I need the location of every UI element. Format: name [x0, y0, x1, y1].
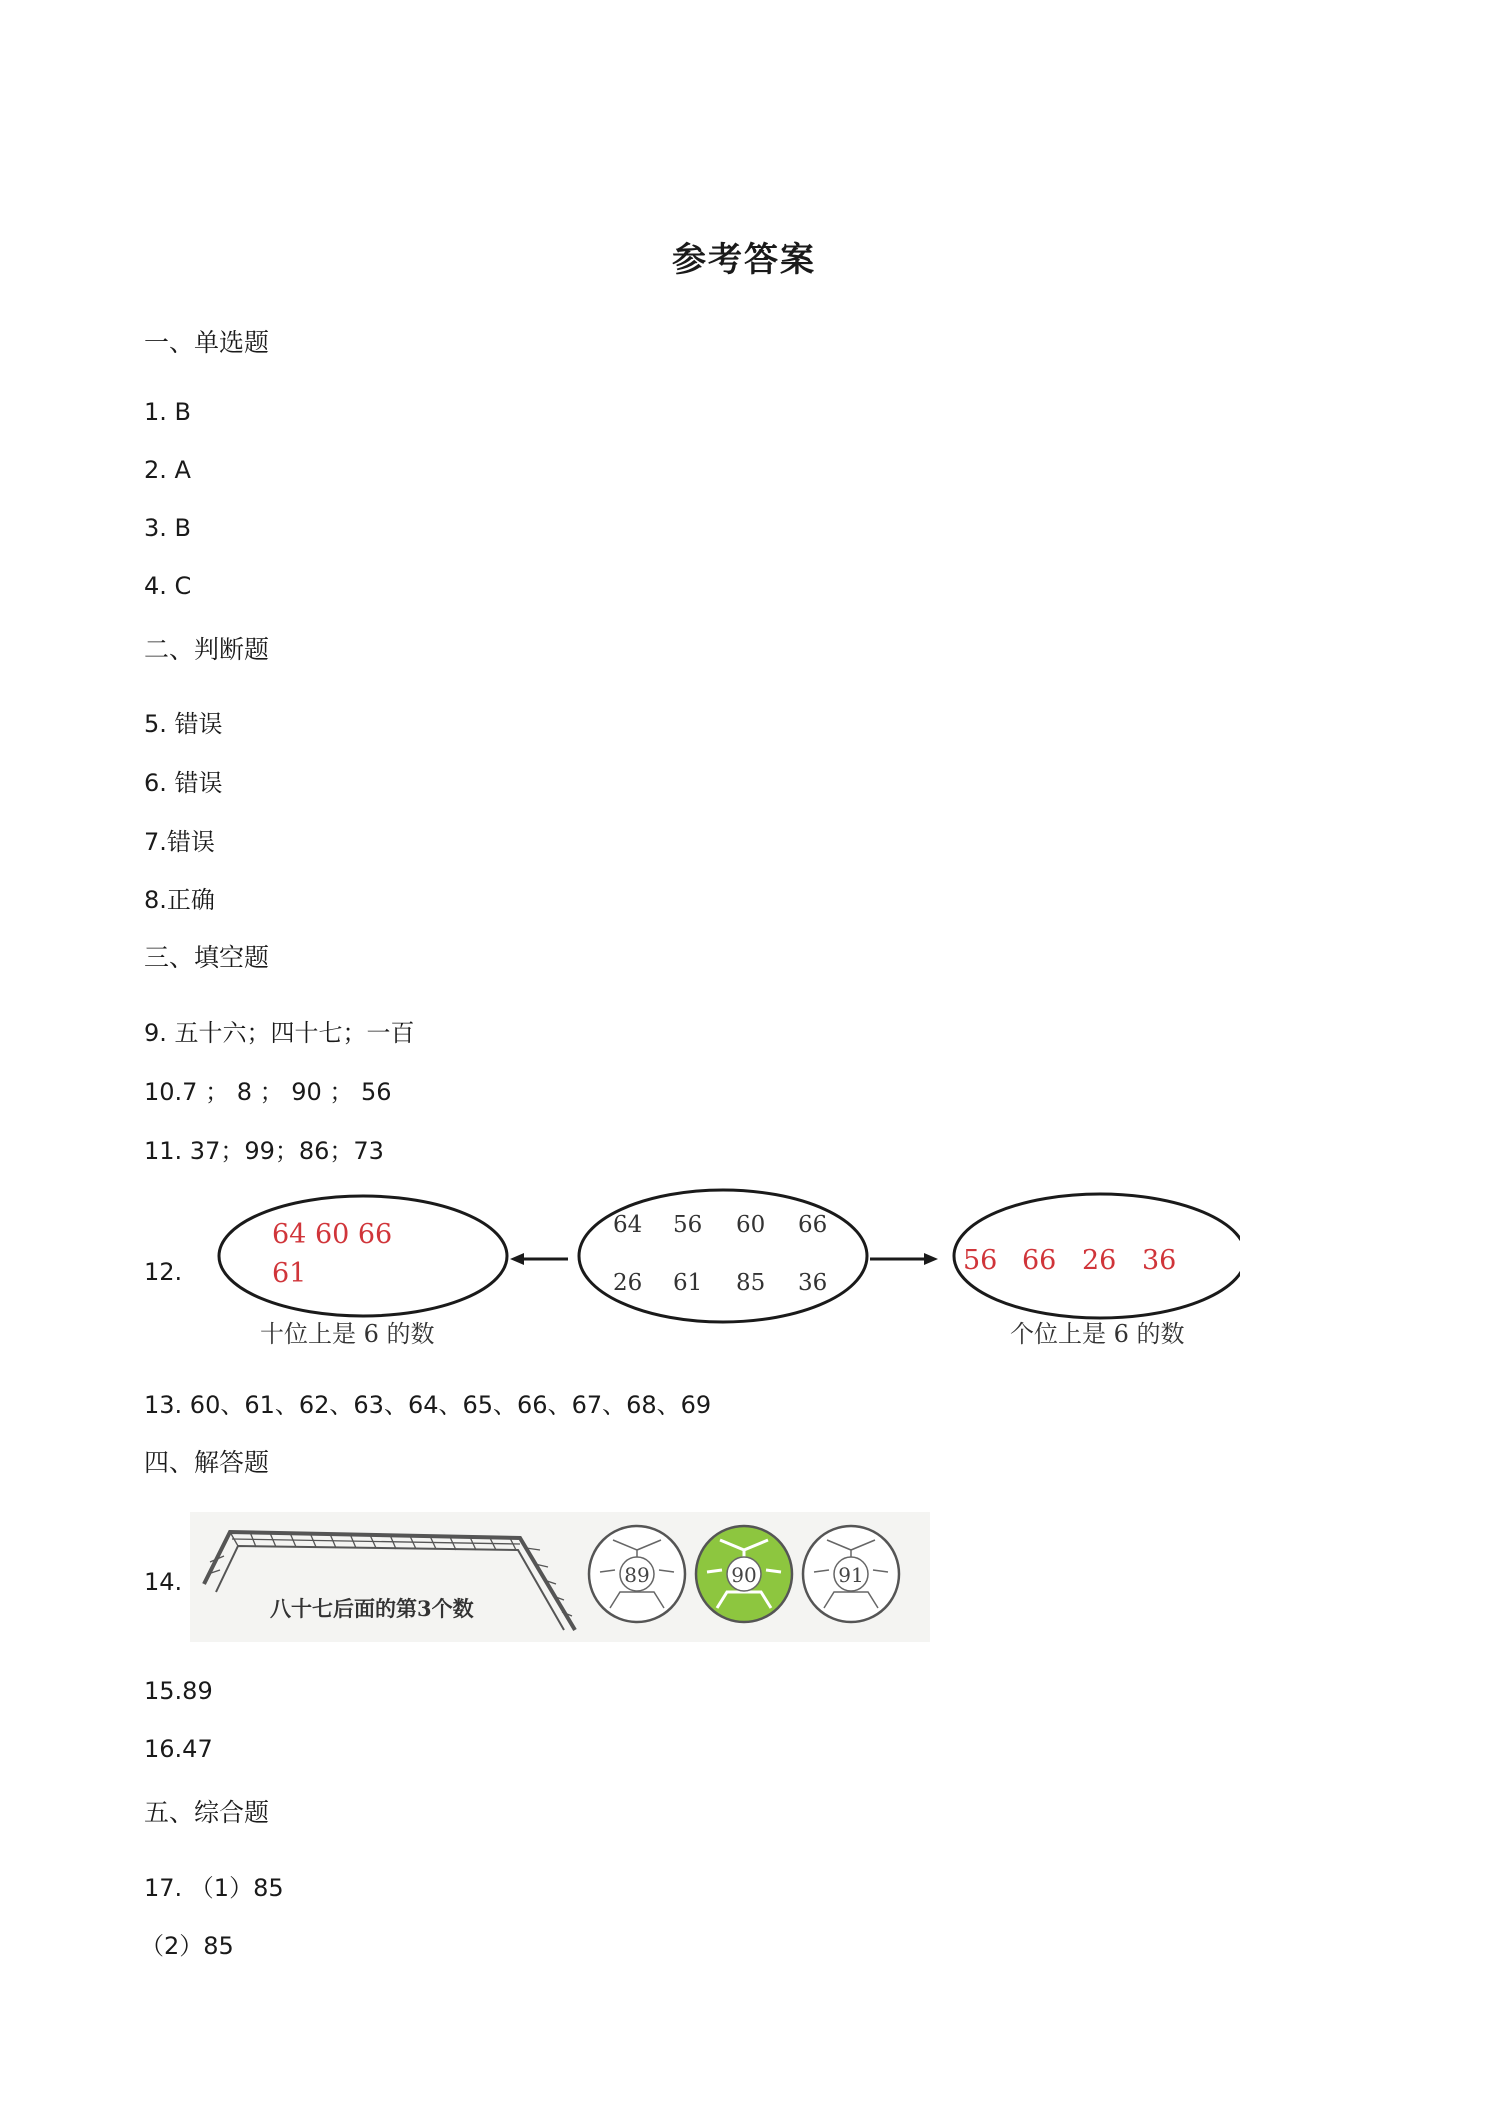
center-number: 64	[613, 1212, 643, 1238]
center-number: 36	[798, 1270, 828, 1296]
answer-6: 6. 错误	[144, 769, 223, 797]
right-answer-number: 66	[1022, 1245, 1057, 1276]
answer-11: 11. 37；99；86；73	[144, 1137, 384, 1165]
center-number: 66	[798, 1212, 828, 1238]
section-heading-single-choice: 一、单选题	[144, 328, 270, 357]
answer-17-part-1: 17. （1）85	[144, 1874, 284, 1902]
answer-15: 15.89	[144, 1677, 213, 1705]
right-caption: 个位上是 6 的数	[1010, 1320, 1185, 1348]
answer-17-part-2: （2）85	[140, 1932, 234, 1960]
answer-1: 1. B	[144, 398, 191, 426]
answer-14-label: 14.	[144, 1568, 183, 1596]
answer-13: 13. 60、61、62、63、64、65、66、67、68、69	[144, 1391, 712, 1419]
section-heading-comprehensive: 五、综合题	[144, 1798, 270, 1827]
left-caption: 十位上是 6 的数	[260, 1320, 435, 1348]
figure-14-goal-and-balls	[190, 1512, 930, 1642]
section-heading-true-false: 二、判断题	[144, 635, 270, 664]
left-answer-line-2: 61	[272, 1258, 307, 1289]
section-heading-fill-blank: 三、填空题	[144, 943, 270, 972]
figure-12-number-sorting	[210, 1182, 1240, 1362]
center-number: 61	[673, 1270, 703, 1296]
soccer-ball-90-highlighted	[696, 1526, 792, 1622]
answer-12-label: 12.	[144, 1258, 183, 1286]
center-number: 85	[736, 1270, 766, 1296]
answer-7: 7.错误	[144, 828, 215, 856]
answer-8: 8.正确	[144, 886, 215, 914]
answer-9: 9. 五十六；四十七；一百	[144, 1019, 415, 1047]
left-ellipse	[219, 1196, 507, 1316]
right-answer-number: 56	[963, 1245, 998, 1276]
section-heading-solve: 四、解答题	[144, 1448, 270, 1477]
arrow-left-head	[510, 1253, 524, 1265]
ball-number: 90	[731, 1563, 757, 1587]
answer-10: 10.7 ； 8 ； 90 ； 56	[144, 1078, 392, 1106]
center-ellipse	[579, 1190, 867, 1322]
answer-2: 2. A	[144, 456, 191, 484]
answer-16: 16.47	[144, 1735, 213, 1763]
center-number: 60	[736, 1212, 766, 1238]
right-answer-number: 36	[1142, 1245, 1177, 1276]
ball-number: 91	[838, 1563, 864, 1587]
answer-4: 4. C	[144, 572, 192, 600]
answer-5: 5. 错误	[144, 710, 223, 738]
page-title: 参考答案	[672, 240, 816, 280]
net-caption: 八十七后面的第3个数	[270, 1596, 474, 1621]
ball-number: 89	[624, 1563, 650, 1587]
arrow-right-head	[924, 1253, 938, 1265]
answer-3: 3. B	[144, 514, 191, 542]
center-number: 56	[673, 1212, 703, 1238]
center-number: 26	[613, 1270, 643, 1296]
soccer-ball-91	[803, 1526, 899, 1622]
left-answer-line-1: 64 60 66	[272, 1219, 393, 1250]
right-answer-number: 26	[1082, 1245, 1117, 1276]
soccer-ball-89	[589, 1526, 685, 1622]
